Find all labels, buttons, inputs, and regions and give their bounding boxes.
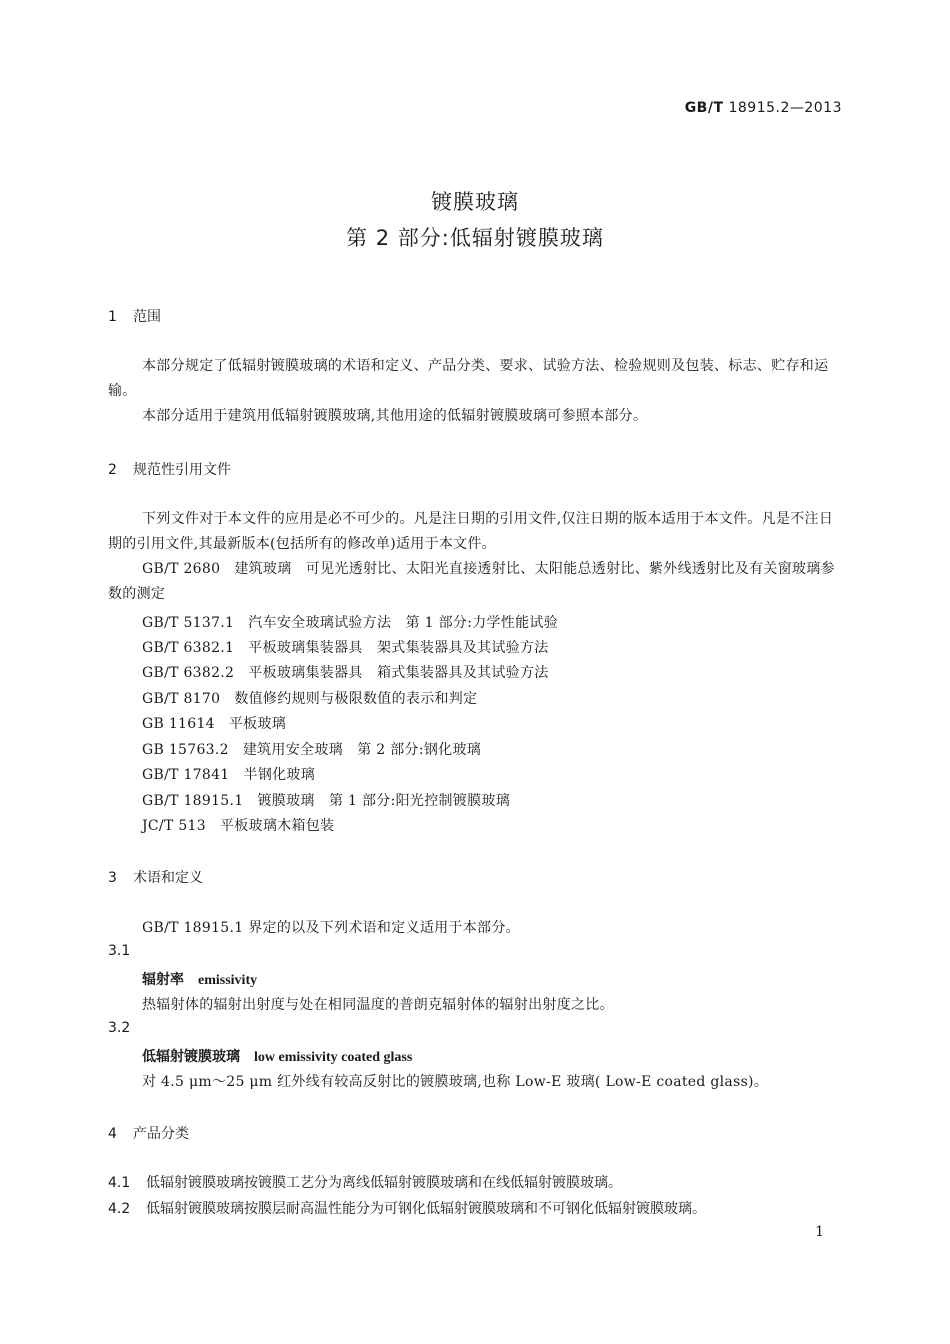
clause-text: 低辐射镀膜玻璃按镀膜工艺分为离线低辐射镀膜玻璃和在线低辐射镀膜玻璃。 <box>146 1175 622 1191</box>
reference-item <box>142 612 558 632</box>
reference-code: GB/T 2680 <box>142 561 221 577</box>
reference-code: GB/T 18915.1 <box>142 793 244 809</box>
section-heading-2 <box>108 459 231 479</box>
reference-code: GB/T 6382.1 <box>142 640 235 656</box>
clause-number: 4.1 <box>108 1175 131 1191</box>
standard-code-header <box>685 100 842 116</box>
reference-code: GB/T 5137.1 <box>142 615 235 631</box>
clause <box>108 1172 622 1192</box>
reference-title: 平板玻璃木箱包装 <box>219 818 335 834</box>
reference-item <box>108 557 844 607</box>
section-number: 3 <box>108 870 117 886</box>
term-definition: 热辐射体的辐射出射度与处在相同温度的普朗克辐射体的辐射出射度之比。 <box>142 997 614 1013</box>
reference-code: GB/T 6382.2 <box>142 665 235 681</box>
reference-code: GB/T 8170 <box>142 691 221 707</box>
standard-code-prefix: GB/T <box>684 100 724 116</box>
reference-title: 数值修约规则与极限数值的表示和判定 <box>234 691 478 707</box>
reference-code: GB 11614 <box>142 716 215 732</box>
reference-code: GB/T 17841 <box>142 767 230 783</box>
term-number: 3.1 <box>108 943 131 959</box>
section-title: 范围 <box>133 309 161 325</box>
term-definition: 对 4.5 μm～25 μm 红外线有较高反射比的镀膜玻璃,也称 Low-E 玻璃( Low-E coated glass)。 <box>142 1074 769 1090</box>
reference-code: JC/T 513 <box>142 818 206 834</box>
section-number: 1 <box>108 309 117 325</box>
reference-item <box>142 637 549 657</box>
reference-title: 镀膜玻璃 第 1 部分:阳光控制镀膜玻璃 <box>257 793 511 809</box>
reference-title: 半钢化玻璃 <box>243 767 316 783</box>
clause-text: 低辐射镀膜玻璃按膜层耐高温性能分为可钢化低辐射镀膜玻璃和不可钢化低辐射镀膜玻璃。 <box>146 1201 706 1217</box>
section-number: 4 <box>108 1126 117 1142</box>
reference-item <box>142 713 286 733</box>
section-title: 术语和定义 <box>133 870 203 886</box>
term-heading <box>142 969 257 989</box>
reference-item <box>142 688 477 708</box>
reference-item <box>142 739 481 759</box>
term-chinese: 低辐射镀膜玻璃 <box>142 1049 240 1065</box>
section-heading-4 <box>108 1123 189 1143</box>
reference-item <box>142 764 315 784</box>
section-heading-1 <box>108 306 161 326</box>
term-heading <box>142 1046 412 1066</box>
term-number: 3.2 <box>108 1020 131 1036</box>
section-title: 规范性引用文件 <box>133 462 231 478</box>
reference-code: GB 15763.2 <box>142 742 229 758</box>
clause <box>108 1198 706 1218</box>
reference-title: 建筑用安全玻璃 第 2 部分:钢化玻璃 <box>242 742 482 758</box>
document-subtitle: 第 2 部分:低辐射镀膜玻璃 <box>346 226 604 250</box>
standard-code-number: 18915.2—2013 <box>728 100 842 116</box>
reference-title: 建筑玻璃 可见光透射比、太阳光直接透射比、太阳能总透射比、紫外线透射比及有关窗玻璃参数的测定 <box>108 561 835 602</box>
paragraph: 本部分规定了低辐射镀膜玻璃的术语和定义、产品分类、要求、试验方法、检验规则及包装、标志、贮存和运输。 <box>108 358 829 399</box>
reference-title: 平板玻璃 <box>228 716 287 732</box>
page-number: 1 <box>815 1224 824 1240</box>
section-number: 2 <box>108 462 117 478</box>
term-english: low emissivity coated glass <box>254 1050 413 1065</box>
reference-title: 汽车安全玻璃试验方法 第 1 部分:力学性能试验 <box>248 615 558 631</box>
clause-number: 4.2 <box>108 1201 131 1217</box>
term-english: emissivity <box>198 973 258 988</box>
reference-item <box>142 815 334 835</box>
term-chinese: 辐射率 <box>142 972 184 988</box>
reference-title: 平板玻璃集装器具 箱式集装器具及其试验方法 <box>248 665 549 681</box>
reference-item <box>142 662 549 682</box>
paragraph: 本部分适用于建筑用低辐射镀膜玻璃,其他用途的低辐射镀膜玻璃可参照本部分。 <box>142 408 648 424</box>
reference-item <box>142 790 510 810</box>
document-title: 镀膜玻璃 <box>431 190 519 214</box>
reference-title: 平板玻璃集装器具 架式集装器具及其试验方法 <box>248 640 549 656</box>
section-title: 产品分类 <box>133 1126 189 1142</box>
section-heading-3 <box>108 867 203 887</box>
paragraph: GB/T 18915.1 界定的以及下列术语和定义适用于本部分。 <box>142 920 520 936</box>
paragraph: 下列文件对于本文件的应用是必不可少的。凡是注日期的引用文件,仅注日期的版本适用于本文件。凡是不注日期的引用文件,其最新版本(包括所有的修改单)适用于本文件。 <box>108 511 834 552</box>
